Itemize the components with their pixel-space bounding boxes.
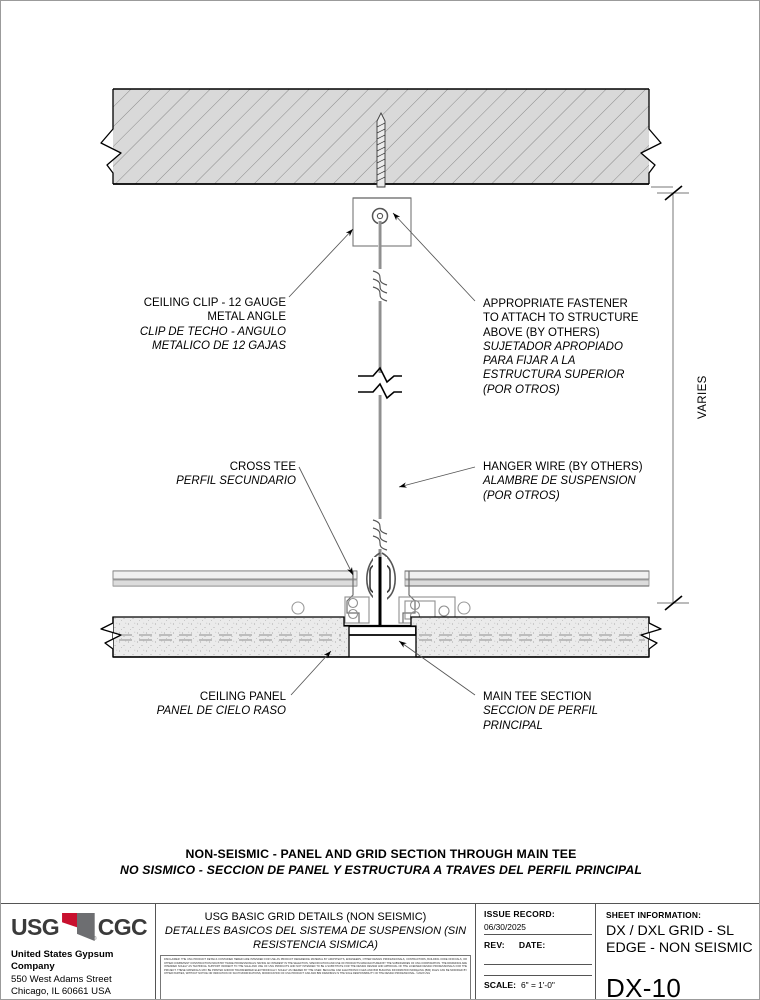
scale-label: SCALE: [484,980,516,990]
company-street: 550 West Adams Street [11,973,112,985]
fastener-en-1: APPROPRIATE FASTENER [483,298,628,310]
sheet-information-header: SHEET INFORMATION: [606,910,702,920]
titleblock-logo-cell [1,904,156,1000]
fastener-screw [377,113,385,187]
main-tee-es-1: SECCION DE PERFIL [483,705,599,718]
annotation-cross-tee [81,460,296,489]
annotation-ceiling-clip [61,296,286,353]
sheet-info-line-2: EDGE - NON SEISMIC [606,940,753,956]
fastener-es-2: PARA FIJAR A LA [483,355,576,368]
sheet-number: DX-10 [606,973,682,1000]
scale-row [484,976,595,990]
disclaimer-box [160,955,471,1000]
dimension-varies-line [651,186,689,610]
annotation-hanger-wire [483,460,683,503]
fastener-es-4: (POR OTROS) [483,383,560,396]
company-city: Chicago, IL 60661 USA [11,986,111,998]
main-tee-es-2: PRINCIPAL [483,719,543,732]
hanger-wire-es-2: (POR OTROS) [483,489,560,502]
logo-cgc-text: CGC [97,913,147,940]
technical-drawing-area [1,1,760,901]
hanger-wire-es-1: ALAMBRE DE SUSPENSION [483,475,636,488]
annotation-ceiling-panel [71,690,286,719]
logo-usg-text: USG [11,913,60,940]
cross-tee-en-1: CROSS TEE [229,461,296,473]
titleblock-title-es-1: DETALLES BASICOS DEL SISTEMA DE SUSPENSION (SIN [164,925,467,937]
sheet-info-line-1: DX / DXL GRID - SL [606,923,734,939]
titleblock-main-cell [156,904,476,1000]
fastener-es-1: SUJETADOR APROPIADO [483,340,623,353]
hanger-wire [358,221,402,602]
fastener-es-3: ESTRUCTURA SUPERIOR [483,369,625,382]
hanger-wire-en-1: HANGER WIRE (BY OTHERS) [483,461,643,473]
ceiling-clip-es-2: METALICO DE 12 GAJAS [152,339,286,352]
drawing-title-es: NO SISMICO - SECCION DE PANEL Y ESTRUCTURA A TRAVES DEL PERFIL PRINCIPAL [119,863,643,877]
ceiling-clip-es-1: CLIP DE TECHO - ANGULO [139,325,286,338]
issue-record-header: ISSUE RECORD: [484,909,555,919]
ceiling-panel-es-1: PANEL DE CIELO RASO [156,705,286,718]
rev-date-headers [484,935,595,950]
rev-label: REV: [484,940,505,950]
usg-cgc-logo [11,910,147,944]
ceiling-clip [353,198,411,246]
titleblock-sheet-cell [596,904,760,1000]
issue-date-value: 06/30/2025 [484,922,526,932]
cross-tee-es-1: PERFIL SECUNDARIO [176,475,296,488]
registered-mark: ® [93,936,97,942]
title-block [1,903,760,1000]
dimension-label-varies: VARIES [697,375,709,419]
usg-brand-mark-icon [62,913,95,941]
date-label: DATE: [518,940,546,950]
titleblock-title-es-2: RESISTENCIA SISMICA) [253,939,378,951]
fastener-en-3: ABOVE (BY OTHERS) [483,326,600,339]
ceiling-clip-en-1: CEILING CLIP - 12 GAUGE [143,297,286,309]
drawing-title [1,846,760,878]
scale-value: 6" = 1'-0" [521,980,555,990]
ceiling-panel-en-1: CEILING PANEL [199,691,286,703]
disclaimer-text: DISCLAIMER: THE USG PRODUCT DETAILS CONTAINED HEREIN ARE INTENDED FOR USE AS PRODUCT REFERENCE MATERIAL BY ARCHITECTS, ENGINEERS, OTHER DESIGN PROFESSIONALS, CONTRACTORS, BUILDING CODE OFFICIALS, OR OTHER COMPETENT CONSTRUCTION INDUSTRY TRADE PROFESSIONALS HAVING AN INTEREST IN THE SELECTION, SPECIFICATION AND USE OF PRODUCTS MANUFACTURED BY THE SUBSIDIARIES OF USG CORPORATION. THE DRAWINGS ARE INTENDED SOLELY AS TECHNICAL SUPPORT INCIDENT TO THE SALE AND USE OF USG PRODUCTS AND NOT INTENDED TO BE A SUBSTITUTE FOR THE DESIGN REVIEW AND APPROVAL OF THE LICENSED DESIGN PROFESSIONALS FOR THE PROJECT. THESE MATERIALS MAY BE PRINTED AND/OR TRANSFERRED ELECTRONICALLY SOLELY AS NEEDED BY THE USER. BECAUSE CAD ELECTRONIC FILES AND BIM BUILDING INFORMATION MODELING (BIM) FILES CAN BE MODIFIED BY OTHER PARTIES, WITHOUT NOTICE OR INDICATION OF SUCH MODIFICATIONS, MODIFICATION OF USG PRODUCT CAD AND BIM DRAWINGS IS THE SOLE RESPONSIBILITY OF THE DESIGN PROFESSIONAL. ©2023 USG [164,958,467,975]
company-address [11,949,147,999]
titleblock-title-en: USG BASIC GRID DETAILS (NON SEISMIC) [204,911,427,923]
company-name: United States Gypsum Company [11,949,114,973]
drawing-title-en: NON-SEISMIC - PANEL AND GRID SECTION THROUGH MAIN TEE [185,847,577,861]
issue-rule-2 [484,964,592,965]
main-tee-en-1: MAIN TEE SECTION [483,691,592,703]
annotation-fastener [483,297,663,397]
fastener-en-2: TO ATTACH TO STRUCTURE [483,312,639,325]
ceiling-clip-en-2: METAL ANGLE [207,311,286,324]
titleblock-issue-cell [476,904,596,1000]
annotation-main-tee [483,690,683,733]
